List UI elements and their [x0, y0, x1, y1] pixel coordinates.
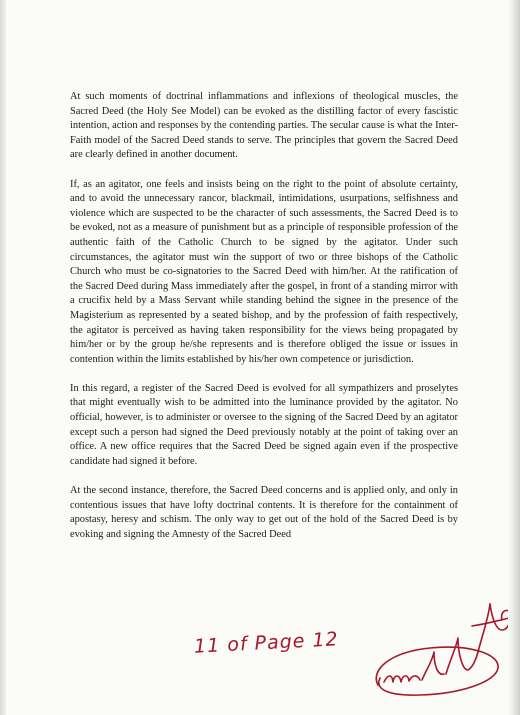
document-body	[70, 90, 458, 557]
paragraph-2: If, as an agitator, one feels and insists being on the right to the point of absolute certainty, and to avoid the unnecessary rancor, blackmail, intimidations, usurpations, selfishness and violence which are suspected to be the character of such assessments, the Sacred Deed is to be evoked, not as a measure of punishment but as a principle of responsible profession of the authentic faith of the Catholic Church to be signed by the agitator. Under such circumstances, the agitator must win the support of two or three bishops of the Catholic Church who must be co-signatories to the Sacred Deed with him/her. At the ratification of the Sacred Deed during Mass immediately after the gospel, in front of a standing mirror with a crucifix held by a Mass Servant while standing behind the signee in the presence of the Magisterium as represented by a seated bishop, and by the profession of faith respectively, the agitator is perceived as having taken responsibility for the views being propagated by him/her or by the group he/she represents and is therefore obliged the issue or issues in contention within the limits established by his/her own competence or jurisdiction.	[70, 178, 458, 365]
handwritten-signature	[360, 590, 520, 710]
paragraph-4: At the second instance, therefore, the Sacred Deed concerns and is applied only, and only in contentious issues that have lofty doctrinal contents. It is therefore for the containment of apostasy, heresy and schism. The only way to get out of the hold of the Sacred Deed is by evoking and signing the Amnesty of the Sacred Deed	[70, 485, 458, 540]
paragraph-3: In this regard, a register of the Sacred Deed is evolved for all sympathizers and proselytes that might eventually wish to be admitted into the luminance provided by the agitator. No official, however, is to administer or oversee to the signing of the Sacred Deed by an agitator except such a person had signed the Deed previously notably at the point of taking over an office. A new office requires that the Sacred Deed be signed again even if the prospective candidate had signed it before.	[70, 382, 458, 467]
paragraph-1: At such moments of doctrinal inflammations and inflexions of theological muscles, the Sacred Deed (the Holy See Model) can be evoked as the distilling factor of every fascistic intention, action and responses by the contending parties. The secular cause is what the Inter-Faith model of the Sacred Deed stands to serve. The principles that govern the Sacred Deed are clearly defined in another document.	[70, 91, 458, 161]
handwritten-page-number: 11 of Page 12	[193, 628, 340, 658]
